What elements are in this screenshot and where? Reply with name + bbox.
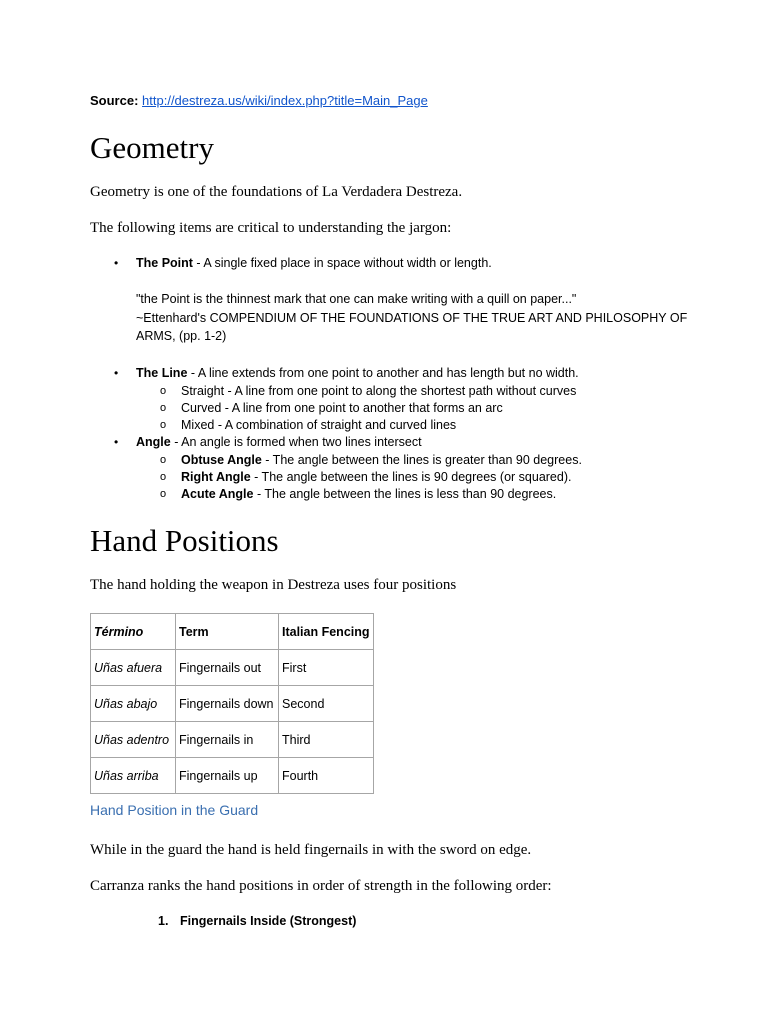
- ranking-number: 1.: [158, 914, 169, 928]
- table-header-row: [91, 614, 374, 650]
- list-item-point: [136, 255, 492, 271]
- ranking-list-item: [158, 914, 357, 928]
- hand-positions-table: [90, 613, 374, 794]
- angle-sub-acute: [181, 486, 556, 502]
- line-term: The Line: [136, 366, 188, 380]
- ranking-label: Fingernails Inside (Strongest): [180, 914, 357, 928]
- table-cell-term: Fingernails out: [176, 650, 279, 686]
- point-term: The Point: [136, 256, 193, 270]
- line-sub-mixed: o Mixed - A combination of straight and curved lines: [181, 417, 456, 433]
- angle-desc: - An angle is formed when two lines intersect: [170, 435, 422, 449]
- source-line: [90, 93, 428, 108]
- hand-positions-heading: Hand Positions: [90, 523, 279, 558]
- guard-text: While in the guard the hand is held fingernails in with the sword on edge.: [90, 842, 532, 858]
- geometry-heading: Geometry: [90, 130, 214, 165]
- line-sub-straight: o Straight - A line from one point to along the shortest path without curves: [181, 383, 576, 399]
- obtuse-desc: - The angle between the lines is greater than 90 degrees.: [261, 453, 582, 467]
- point-desc: - A single fixed place in space without width or length.: [192, 256, 492, 270]
- table-cell-termino: Uñas arriba: [91, 758, 176, 794]
- table-header-cell: Italian Fencing: [279, 614, 374, 650]
- table-row: [91, 686, 374, 722]
- right-desc: - The angle between the lines is 90 degrees (or squared).: [250, 470, 572, 484]
- point-citation-line2: ARMS, (pp. 1-2): [136, 329, 227, 343]
- point-quote: "the Point is the thinnest mark that one can make writing with a quill on paper...": [136, 292, 577, 306]
- table-cell-term: Fingernails down: [176, 686, 279, 722]
- table-row: [91, 758, 374, 794]
- ranking-intro: Carranza ranks the hand positions in order of strength in the following order:: [90, 878, 552, 894]
- table-cell-term: Fingernails in: [176, 722, 279, 758]
- source-label: Source:: [90, 93, 139, 108]
- point-citation-line1: ~Ettenhard's COMPENDIUM OF THE FOUNDATIONS OF THE TRUE ART AND PHILOSOPHY OF: [136, 311, 688, 325]
- geometry-intro: Geometry is one of the foundations of La Verdadera Destreza.: [90, 184, 463, 200]
- table-header-cell: Término: [91, 614, 176, 650]
- table-cell-italian: First: [279, 650, 374, 686]
- table-row: [91, 722, 374, 758]
- angle-term: Angle: [136, 435, 171, 449]
- table-cell-termino: Uñas afuera: [91, 650, 176, 686]
- table-cell-termino: Uñas adentro: [91, 722, 176, 758]
- acute-term: Acute Angle: [181, 487, 254, 501]
- line-desc: - A line extends from one point to another and has length but no width.: [187, 366, 579, 380]
- table-cell-italian: Fourth: [279, 758, 374, 794]
- source-link[interactable]: http://destreza.us/wiki/index.php?title=Main_Page: [142, 93, 428, 108]
- table-header-cell: Term: [176, 614, 279, 650]
- jargon-intro: The following items are critical to understanding the jargon:: [90, 220, 452, 236]
- table-cell-italian: Second: [279, 686, 374, 722]
- hand-positions-intro: The hand holding the weapon in Destreza uses four positions: [90, 577, 457, 593]
- angle-sub-right: [181, 469, 571, 485]
- angle-sub-obtuse: [181, 452, 582, 468]
- obtuse-term: Obtuse Angle: [181, 453, 262, 467]
- table-cell-term: Fingernails up: [176, 758, 279, 794]
- table-cell-italian: Third: [279, 722, 374, 758]
- table-cell-termino: Uñas abajo: [91, 686, 176, 722]
- line-sub-curved: o Curved - A line from one point to another that forms an arc: [181, 400, 503, 416]
- acute-desc: - The angle between the lines is less than 90 degrees.: [253, 487, 557, 501]
- table-row: [91, 650, 374, 686]
- list-item-line: [136, 365, 579, 381]
- list-item-angle: [136, 434, 422, 450]
- right-term: Right Angle: [181, 470, 251, 484]
- guard-subheading: Hand Position in the Guard: [90, 802, 259, 818]
